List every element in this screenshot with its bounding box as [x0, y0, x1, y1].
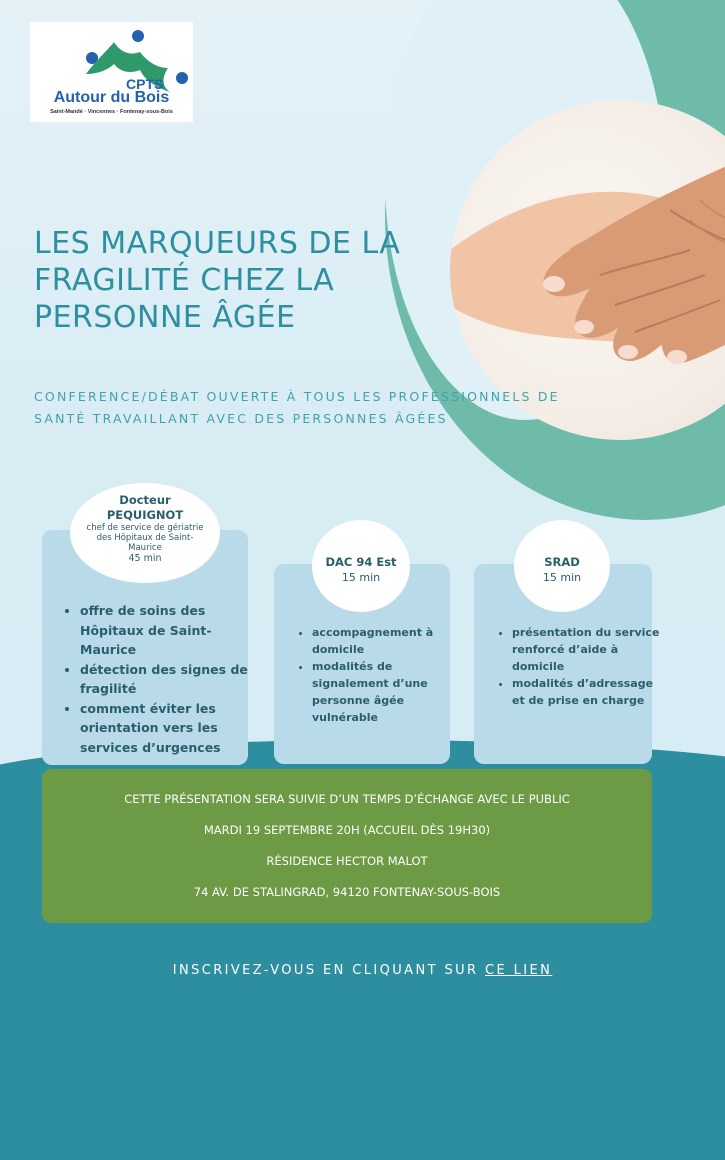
list-item: • accompagnement à domicile: [312, 624, 462, 658]
speaker-role-line-2: des Hôpitaux de Saint-: [96, 533, 194, 543]
logo-towns: Saint-Mandé · Vincennes · Fontenay-sous-Bois: [50, 109, 173, 115]
subtitle-line-2: SANTÉ TRAVAILLANT AVEC DES PERSONNES ÂGÉES: [34, 411, 448, 426]
list-item: • modalités de signalement d’une personne âgée vulnérable: [312, 658, 462, 726]
speaker-bubble-dac: [312, 520, 410, 612]
registration-text: INSCRIVEZ-VOUS EN CLIQUANT SUR: [172, 963, 479, 978]
speaker-topics-srad: [494, 624, 664, 709]
list-item: • détection des signes de fragilité: [80, 660, 260, 699]
speaker-duration: 15 min: [542, 571, 582, 584]
info-address: 74 AV. DE STALINGRAD, 94120 FONTENAY-SOUS-BOIS: [193, 885, 501, 899]
subtitle-line-1: CONFERENCE/DÉBAT OUVERTE À TOUS LES PROFESSIONNELS DE: [34, 389, 560, 404]
registration-footer: [0, 963, 725, 978]
speaker-role-line-3: Maurice: [128, 543, 162, 553]
logo-name: Autour du Bois: [53, 89, 170, 106]
speaker-name-line-2: PEQUIGNOT: [106, 508, 184, 522]
list-item: • offre de soins des Hôpitaux de Saint-Maurice: [80, 601, 260, 660]
subtitle: [34, 386, 634, 430]
speaker-topics-pequignot: [62, 601, 260, 757]
page-title: LES MARQUEURS DE LA FRAGILITÉ CHEZ LA PERSONNE ÂGÉE: [34, 226, 401, 335]
speaker-duration: 15 min: [341, 571, 381, 584]
speaker-role-line-1: chef de service de gériatrie: [86, 523, 204, 533]
info-date: MARDI 19 SEPTEMBRE 20H (ACCUEIL DÈS 19H30): [203, 823, 491, 837]
list-item: • modalités d’adressage et de prise en charge: [512, 675, 664, 709]
logo-cpts: CPTS: [126, 76, 164, 92]
list-item: • comment éviter les orientation vers les services d’urgences: [80, 699, 260, 758]
speaker-name-line-1: Docteur: [119, 493, 171, 507]
registration-link[interactable]: CE LIEN: [485, 963, 553, 978]
info-venue: RÉSIDENCE HECTOR MALOT: [266, 854, 428, 868]
cpts-logo: [30, 22, 193, 122]
speaker-bubble-srad: [514, 520, 610, 612]
event-info-box: [42, 769, 652, 923]
info-exchange: CETTE PRÉSENTATION SERA SUIVIE D’UN TEMPS D’ÉCHANGE AVEC LE PUBLIC: [124, 792, 570, 806]
speaker-name: DAC 94 Est: [325, 555, 397, 569]
speaker-name: SRAD: [544, 555, 580, 569]
list-item: • présentation du service renforcé d’aide à domicile: [512, 624, 664, 675]
speaker-topics-dac: [294, 624, 462, 726]
speaker-bubble-pequignot: [70, 483, 220, 583]
speaker-duration: 45 min: [128, 553, 162, 564]
